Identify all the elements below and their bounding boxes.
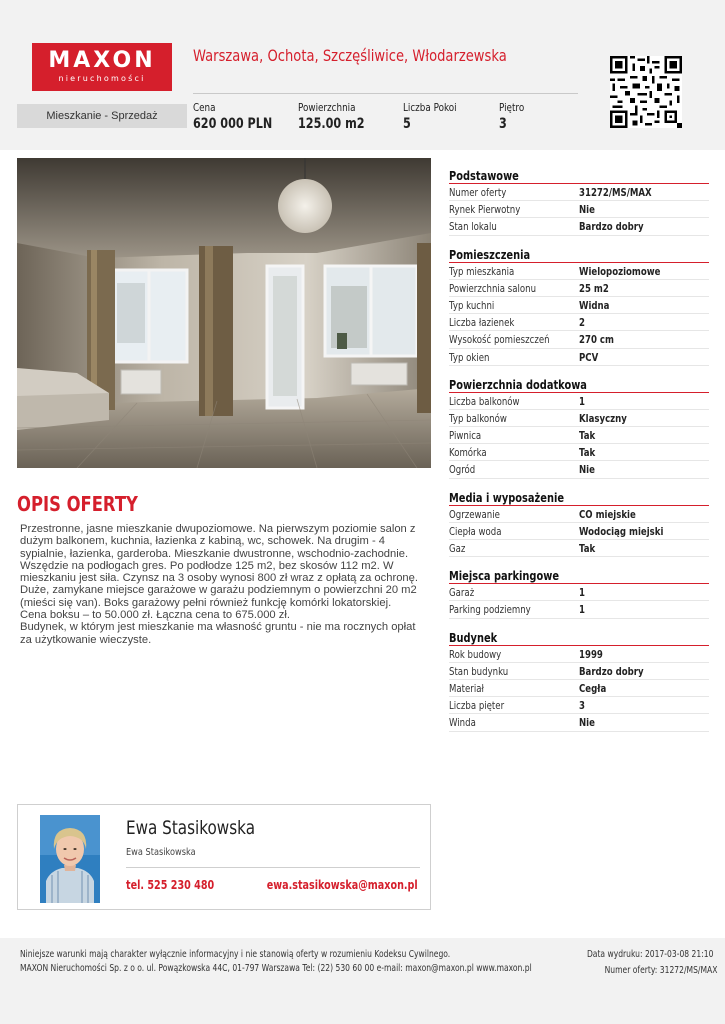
spec-section-title [449,568,709,584]
spec-section-title-text: Podstawowe [449,169,519,183]
footer-print-date: Data wydruku: 2017-03-08 21:10 [586,949,713,960]
logo-subtitle: nieruchomości [58,74,146,83]
stat-price [193,101,292,132]
spec-section-title [449,630,709,646]
spec-section [449,168,709,236]
spec-key: Rynek Pierwotny [449,203,521,217]
spec-value: 3 [579,699,585,713]
agent-phone-link[interactable]: tel. 525 230 480 [126,878,215,892]
spec-section-title-text: Budynek [449,630,498,645]
spec-section [449,630,709,732]
spec-row [449,314,709,331]
spec-row [449,714,709,731]
page-header [0,0,725,150]
spec-row [449,680,709,697]
footer-offer-number: Numer oferty: 31272/MS/MAX [604,965,717,976]
spec-section [449,377,709,479]
spec-value: Tak [579,446,596,460]
spec-key: Gaz [449,542,466,555]
description-paragraph: Przestronne, jasne mieszkanie dwupoziomowe. Na pierwszym poziomie salon z dużym balkonem, kuchnia, łazienka z kabiną, wc, schowek. Na drugim - 4 sypialnie, łazienka, garderoba. Mieszkanie dwustronne, wschodnio-zachodnie. Wszędzie na podłogach gres. Po podłodze 125 m2, bez skosów 112 m2. W mieszkaniu jest siła. Czynsz na 3 osoby wynosi 800 zł wraz z opłatą za ochronę. [20,523,418,585]
agent-card [17,804,431,910]
spec-row [449,331,709,348]
spec-sidebar [449,168,709,743]
property-category: Mieszkanie - Sprzedaż [17,104,187,128]
stat-rooms [403,101,470,132]
spec-value: Wielopoziomowe [579,264,661,278]
spec-row [449,201,709,218]
page-footer [0,938,725,1024]
spec-key: Materiał [449,681,484,695]
spec-value: Klasyczny [579,411,627,425]
spec-section [449,568,709,618]
spec-row [449,540,709,557]
stat-value: 3 [499,116,507,132]
stat-label: Liczba Pokoi [403,101,457,114]
spec-key: Typ balkonów [449,411,507,425]
stat-label: Powierzchnia [298,101,356,114]
spec-key: Numer oferty [449,186,507,199]
spec-row [449,601,709,618]
spec-value: Nie [579,716,595,730]
header-divider [193,93,578,94]
spec-row [449,349,709,366]
spec-row [449,444,709,461]
spec-value: Tak [579,429,596,443]
spec-key: Piwnica [449,429,482,443]
spec-key: Powierzchnia salonu [449,281,537,295]
stat-value: 5 [403,116,411,132]
stat-label: Piętro [499,101,525,114]
spec-section-title [449,168,709,184]
spec-key: Typ mieszkania [449,264,515,278]
spec-key: Stan lokalu [449,220,497,234]
qr-code-icon[interactable] [610,56,682,128]
agent-avatar [40,815,100,903]
spec-value: Tak [579,542,596,555]
maxon-logo[interactable] [32,43,172,91]
spec-key: Liczba pięter [449,699,505,713]
spec-row [449,263,709,280]
agent-name: Ewa Stasikowska [126,817,256,839]
spec-value: CO miejskie [579,507,636,521]
spec-section-title [449,490,709,506]
spec-value: Widna [579,298,610,312]
spec-row [449,280,709,297]
spec-key: Liczba łazienek [449,316,515,330]
spec-key: Stan budynku [449,664,509,678]
spec-row [449,506,709,523]
spec-key: Rok budowy [449,647,502,661]
spec-section [449,247,709,366]
spec-row [449,393,709,410]
agent-divider [126,867,420,868]
spec-value: 270 cm [579,333,614,347]
spec-key: Typ okien [449,350,490,364]
stat-floor [499,101,531,132]
spec-key: Komórka [449,446,487,460]
spec-key: Liczba balkonów [449,394,520,408]
spec-value: 31272/MS/MAX [579,186,652,199]
spec-value: 2 [579,316,585,330]
property-photo[interactable] [17,158,431,468]
spec-key: Garaż [449,586,475,600]
stat-label: Cena [193,101,216,114]
spec-section-title-text: Miejsca parkingowe [449,569,559,584]
spec-value: Cegła [579,681,607,695]
spec-key: Winda [449,716,476,730]
spec-row [449,297,709,314]
spec-row [449,427,709,444]
spec-value: Nie [579,203,595,217]
spec-value: Bardzo dobry [579,664,644,678]
description-text [20,523,420,646]
spec-value: Wodociąg miejski [579,524,664,538]
spec-row [449,218,709,235]
spec-row [449,410,709,427]
spec-value: 1 [579,603,585,617]
spec-key: Typ kuchni [449,298,495,312]
spec-value: Nie [579,463,595,477]
spec-row [449,697,709,714]
spec-key: Ogrzewanie [449,507,500,521]
spec-row [449,584,709,601]
spec-section-title-text: Media i wyposażenie [449,490,565,505]
footer-company-info: MAXON Nieruchomości Sp. z o o. ul. Powązkowska 44C, 01-797 Warszawa Tel: (22) 530 60 00 e-mail: maxon@maxon.pl www.maxon.pl [20,963,532,974]
agent-subtitle: Ewa Stasikowska [126,847,196,858]
spec-row [449,646,709,663]
spec-key: Ciepła woda [449,524,502,538]
spec-value: PCV [579,350,599,364]
agent-email-link[interactable]: ewa.stasikowska@maxon.pl [267,878,418,892]
spec-section [449,490,709,558]
spec-row [449,184,709,201]
spec-value: 1 [579,586,585,600]
stat-value: 620 000 PLN [193,116,273,132]
spec-section-title-text: Pomieszczenia [449,247,531,262]
stat-area [298,101,381,132]
spec-section-title [449,377,709,393]
spec-row [449,523,709,540]
spec-section-title-text: Powierzchnia dodatkowa [449,377,587,392]
stat-value: 125.00 m2 [298,116,365,132]
spec-value: 1999 [579,647,603,661]
property-location: Warszawa, Ochota, Szczęśliwice, Włodarzewska [193,46,507,65]
footer-disclaimer: Niniejsze warunki mają charakter wyłącznie informacyjny i nie stanowią oferty w rozumieniu Kodeksu Cywilnego. [20,949,451,960]
logo-brand: MAXON [48,48,156,73]
spec-row [449,663,709,680]
spec-value: Bardzo dobry [579,220,644,234]
spec-section-title [449,247,709,263]
spec-value: 1 [579,394,585,408]
spec-row [449,461,709,478]
description-paragraph: Duże, zamykane miejsce garażowe w garażu podziemnym o powierzchni 20 m2 (mieści się van). Boks garażowy pełni również funkcję komórki lokatorskiej. Cena boksu – to 50.000 zł. Łączna cena to 675.000 zł. [20,584,417,622]
spec-key: Ogród [449,463,476,477]
spec-key: Parking podziemny [449,603,531,617]
description-paragraph: Budynek, w którym jest mieszkanie ma własność gruntu - nie ma rocznych opłat za użytkowanie wieczyste. [20,621,416,646]
spec-value: 25 m2 [579,281,609,295]
description-title: OPIS OFERTY [17,492,138,516]
spec-key: Wysokość pomieszczeń [449,333,550,347]
